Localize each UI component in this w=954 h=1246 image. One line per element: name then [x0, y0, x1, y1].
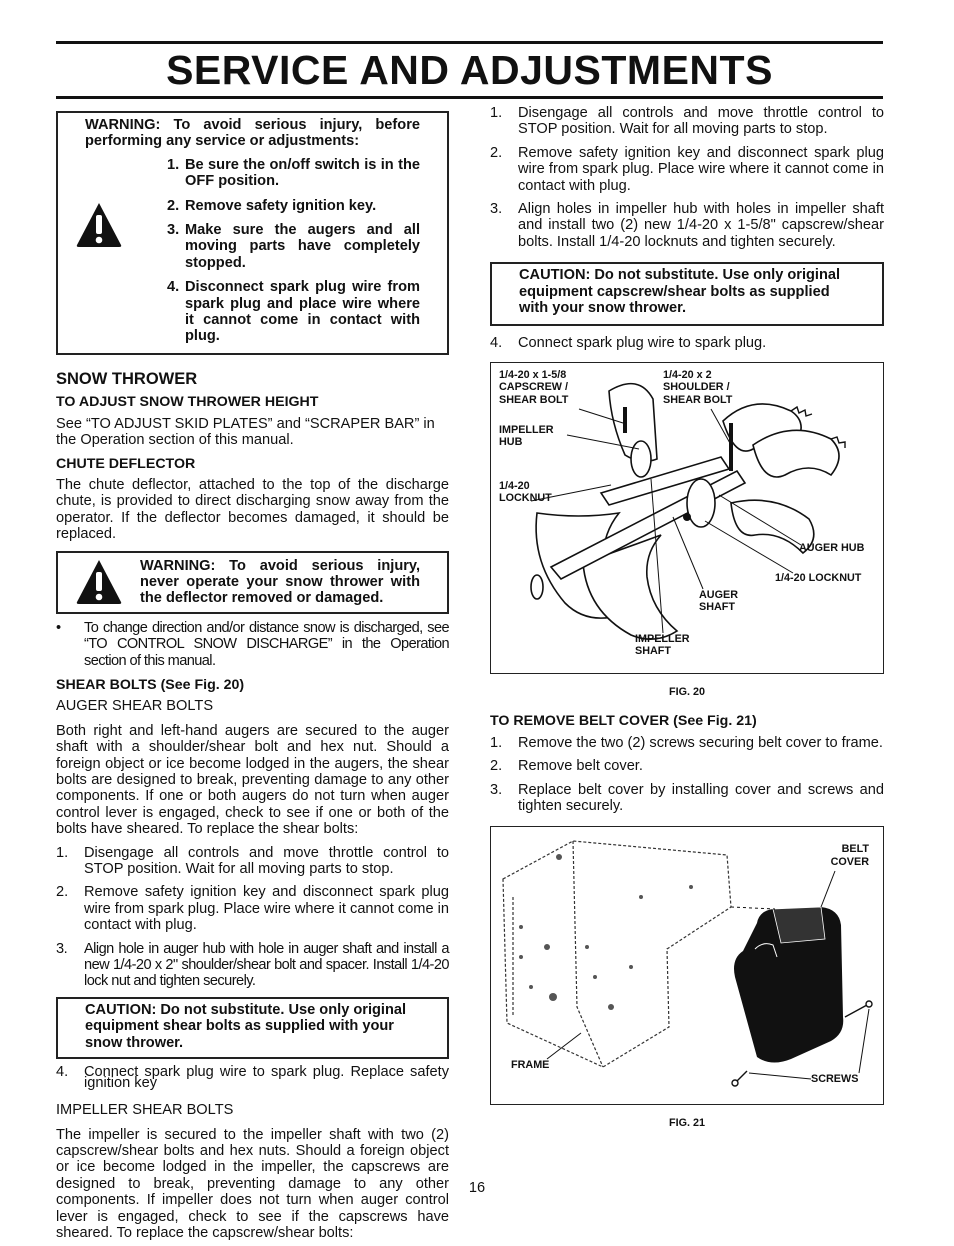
subheading-shear-bolts: SHEAR BOLTS (See Fig. 20)	[56, 676, 245, 693]
list-item: 3. Replace belt cover by installing cover and screws and tighten securely.	[490, 781, 884, 814]
warning-list	[85, 157, 420, 345]
list-item: 4. Connect spark plug wire to spark plug. Replace safety ignition key	[56, 1064, 449, 1092]
caution-box-capscrew	[490, 262, 884, 326]
warning-box-service	[56, 111, 449, 355]
label-auger-shaft: AUGER SHAFT	[699, 588, 738, 614]
auger-impeller-illustration	[491, 363, 883, 673]
list-item: • To change direction and/or distance snow is discharged, see “TO CONTROL SNOW DISCHARGE” in the Operation section of this manual.	[56, 619, 449, 669]
warning-box-deflector	[56, 551, 449, 614]
caution-text: CAUTION: Do not substitute. Use only original equipment shear bolts as supplied with your snow thrower.	[85, 1001, 407, 1051]
adjust-height-text: See “TO ADJUST SKID PLATES” and “SCRAPER BAR” in the Operation section of this manual.	[56, 415, 435, 449]
list-item: 2. Remove safety ignition key and disconnect spark plug wire from spark plug. Place wire where it cannot come in contact with plug.	[56, 884, 449, 934]
label-capscrew-shear-bolt: 1/4-20 x 1-5/8 CAPSCREW / SHEAR BOLT	[499, 368, 569, 406]
label-belt-cover: BELT COVER	[830, 843, 869, 868]
list-item: 2. Remove safety ignition key and disconnect spark plug wire from spark plug. Place wire where it cannot come in contact with plug.	[490, 144, 884, 194]
belt-steps	[490, 735, 884, 815]
warning-heading: WARNING: To avoid serious injury, before performing any service or adjustments:	[85, 117, 420, 150]
warning-deflector-text: WARNING: To avoid serious injury, never operate your snow thrower with the deflector removed or damaged.	[140, 557, 420, 607]
title-underline	[56, 96, 883, 99]
impeller-shear-text: The impeller is secured to the impeller shaft with two (2) capscrew/shear bolts and hex nuts. Should a foreign object or ice become lodged in the impeller, the capscrews are designed to break, preventing damage to any other components. If impeller does not turn when auger control lever is engaged, check to see if the capscrews have sheared. To replace the capscrew/shear bolts:	[56, 1126, 449, 1241]
list-item: 1. Disengage all controls and move throttle control to STOP position. Wait for all moving parts to stop.	[490, 105, 884, 138]
belt-cover-illustration	[491, 827, 883, 1104]
impeller-shear-subheading: IMPELLER SHEAR BOLTS	[56, 1102, 234, 1119]
warning-item: 1. Be sure the on/off switch is in the OFF position.	[167, 156, 420, 190]
warning-triangle-icon	[75, 201, 123, 249]
list-item: 3. Align hole in auger hub with hole in auger shaft and install a new 1/4-20 x 2" shoulder/shear bolt and spacer. Install 1/4-20 lock nut and tighten securely.	[56, 940, 449, 990]
subheading-chute-deflector: CHUTE DEFLECTOR	[56, 455, 196, 472]
page-number: 16	[468, 1180, 486, 1196]
label-auger-hub: AUGER HUB	[799, 541, 865, 554]
auger-shear-text: Both right and left-hand augers are secured to the auger shaft with a shoulder/shear bolt and hex nut. Should a foreign object or ice become lodged in the augers, the shear bolts are designed to break, preventing damage to any other components. If one or both augers do not turn when auger control lever is engaged, check to see if one or both of the bolts have sheared. To replace the shear bolts:	[56, 722, 449, 838]
section-heading-snow-thrower: SNOW THROWER	[56, 369, 198, 388]
impeller-step-4	[490, 335, 884, 351]
figure-20-caption: FIG. 20	[668, 685, 705, 698]
label-screws: SCREWS	[811, 1073, 859, 1086]
list-item: 3. Align holes in impeller hub with holes in impeller shaft and install two (2) new 1/4-20 x 1-5/8" capscrew/shear bolts. Install 1/4-20 locknuts and tighten securely.	[490, 201, 884, 250]
auger-shear-subheading: AUGER SHEAR BOLTS	[56, 698, 214, 715]
list-item: 4. Connect spark plug wire to spark plug.	[490, 335, 767, 352]
warning-item: 4. Disconnect spark plug wire from spark plug and place wire where it cannot come in contact with plug.	[167, 279, 420, 345]
subheading-remove-belt-cover: TO REMOVE BELT COVER (See Fig. 21)	[490, 713, 757, 730]
left-column	[56, 111, 449, 1246]
label-frame: FRAME	[511, 1059, 550, 1072]
caution-text: CAUTION: Do not substitute. Use only original equipment capscrew/shear bolts as supplied with your snow thrower.	[519, 267, 841, 317]
impeller-steps	[490, 105, 884, 250]
warning-item: 3. Make sure the augers and all moving parts have completely stopped.	[167, 222, 420, 271]
page-title: SERVICE AND ADJUSTMENTS	[166, 47, 773, 93]
warning-item: 2. Remove safety ignition key.	[167, 197, 377, 214]
list-item: 1. Remove the two (2) screws securing belt cover to frame.	[490, 734, 883, 751]
label-locknut-right: 1/4-20 LOCKNUT	[775, 571, 862, 584]
auger-steps	[56, 845, 449, 990]
label-locknut-left: 1/4-20 LOCKNUT	[499, 479, 552, 505]
list-item: 2. Remove belt cover.	[490, 758, 643, 775]
chute-deflector-text: The chute deflector, attached to the top of the discharge chute, is provided to direct discharging snow away from the operator. If the deflector becomes damaged, it should be replaced.	[56, 476, 449, 543]
label-shoulder-shear-bolt: 1/4-20 x 2 SHOULDER / SHEAR BOLT	[663, 368, 733, 406]
subheading-adjust-height: TO ADJUST SNOW THROWER HEIGHT	[56, 394, 319, 411]
list-item: 1. Disengage all controls and move throttle control to STOP position. Wait for all moving parts to stop.	[56, 844, 449, 878]
label-impeller-hub: IMPELLER HUB	[499, 423, 554, 449]
label-impeller-shaft: IMPELLER SHAFT	[635, 632, 690, 658]
top-rule	[56, 41, 883, 44]
figure-21-caption: FIG. 21	[668, 1117, 705, 1130]
warning-triangle-icon	[75, 558, 123, 606]
right-column	[490, 105, 884, 1132]
caution-box-shear	[56, 997, 449, 1059]
figure-21	[490, 826, 884, 1105]
figure-20	[490, 362, 884, 674]
auger-step-4	[56, 1064, 449, 1095]
